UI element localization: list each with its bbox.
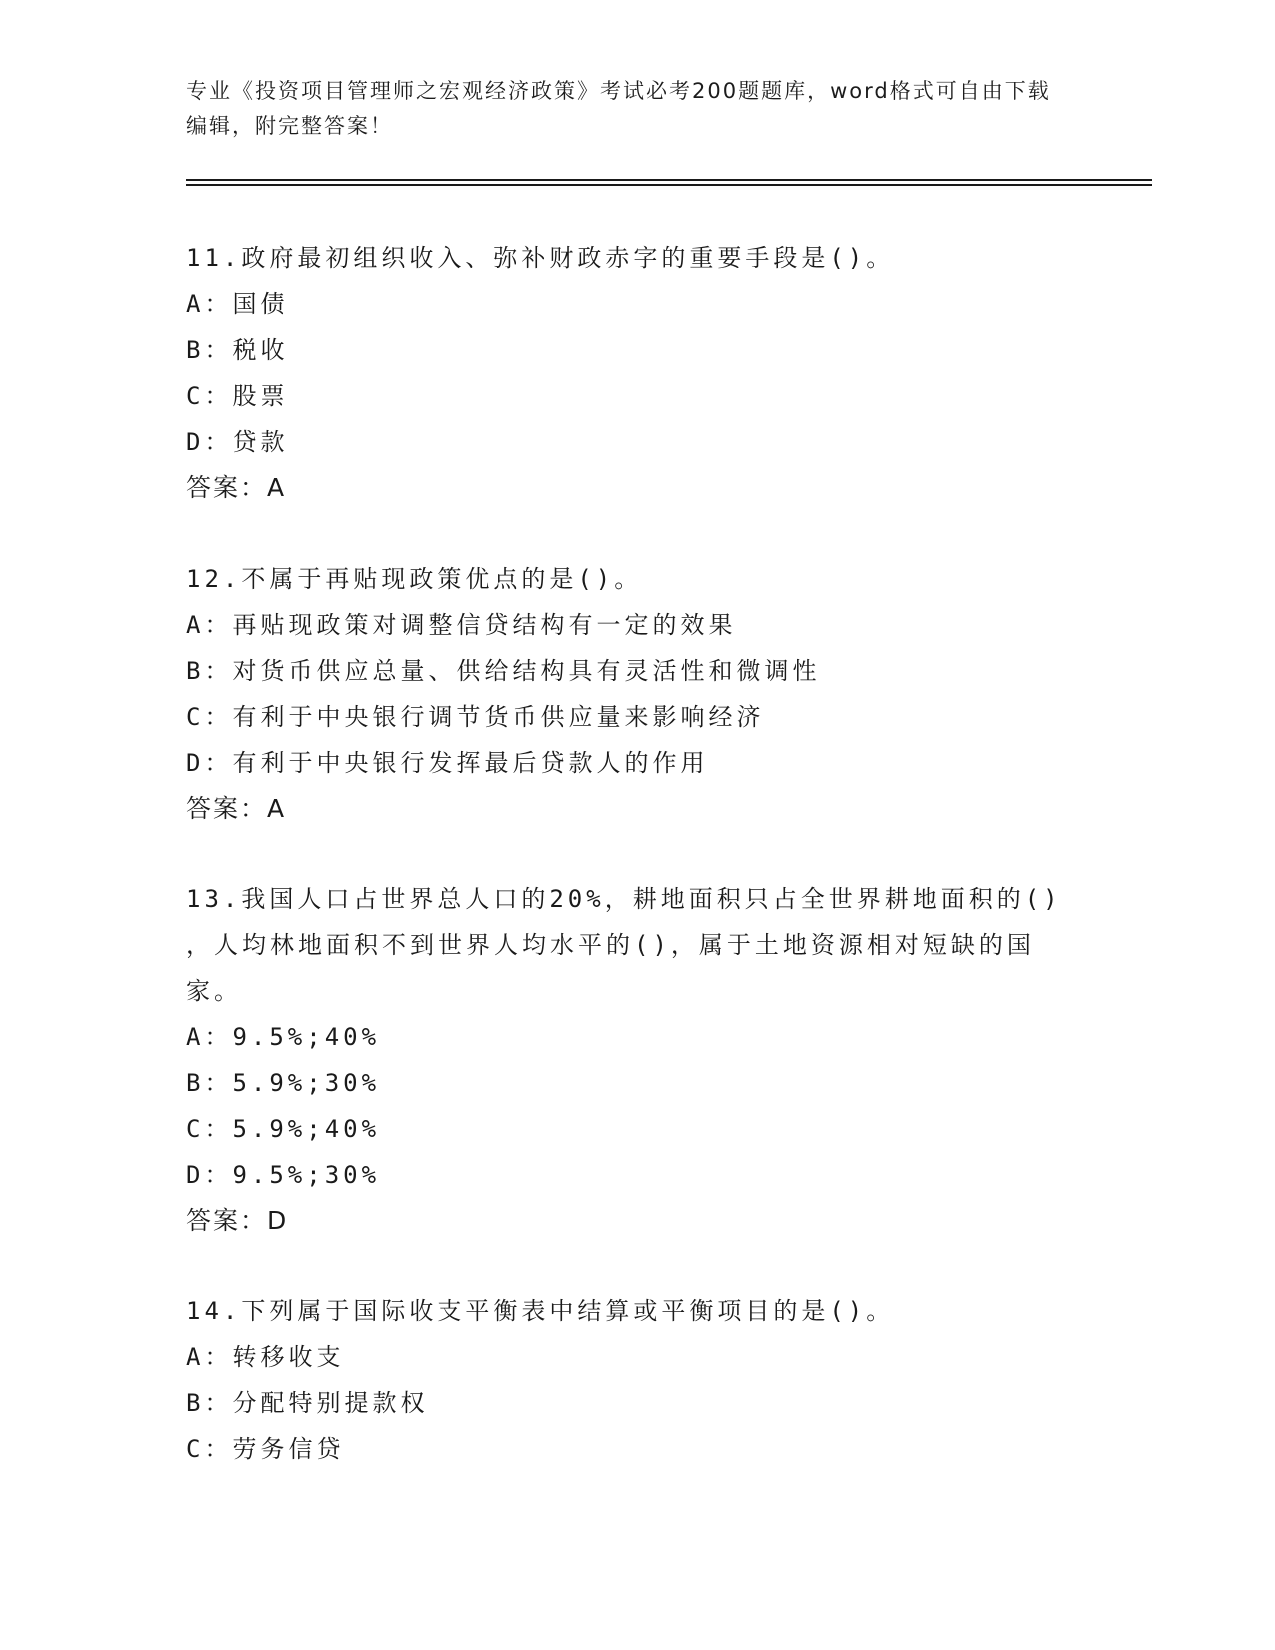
option-c: C：股票 <box>186 382 289 410</box>
option-b: B：税收 <box>186 336 289 364</box>
answer: 答案：A <box>186 794 287 823</box>
header-divider <box>186 179 1152 181</box>
question-stem: 14.下列属于国际收支平衡表中结算或平衡项目的是()。 <box>186 1297 895 1325</box>
option-a: A：9.5%;40% <box>186 1023 381 1051</box>
option-c: C：5.9%;40% <box>186 1115 381 1143</box>
question-block <box>186 1288 1086 1472</box>
question-stem: 家。 <box>186 977 242 1005</box>
question-block <box>186 556 1086 832</box>
option-a: A：国债 <box>186 290 289 318</box>
option-b: B：对货币供应总量、供给结构具有灵活性和微调性 <box>186 657 821 685</box>
header-divider <box>186 184 1152 186</box>
option-b: B：分配特别提款权 <box>186 1389 429 1417</box>
question-block <box>186 876 1086 1244</box>
answer: 答案：A <box>186 473 287 502</box>
option-d: D：9.5%;30% <box>186 1161 381 1189</box>
question-stem: 11.政府最初组织收入、弥补财政赤字的重要手段是()。 <box>186 244 895 272</box>
question-stem: 12.不属于再贴现政策优点的是()。 <box>186 565 643 593</box>
option-d: D：有利于中央银行发挥最后贷款人的作用 <box>186 749 709 777</box>
question-stem: 13.我国人口占世界总人口的20%，耕地面积只占全世界耕地面积的() <box>186 885 1062 913</box>
question-stem: ，人均林地面积不到世界人均水平的()，属于土地资源相对短缺的国 <box>186 931 1035 959</box>
option-a: A：转移收支 <box>186 1343 345 1371</box>
option-a: A：再贴现政策对调整信贷结构有一定的效果 <box>186 611 737 639</box>
question-block <box>186 235 1086 511</box>
document-header: 专业《投资项目管理师之宏观经济政策》考试必考200题题库，word格式可自由下载编辑，附完整答案！ <box>186 79 1051 138</box>
option-d: D：贷款 <box>186 428 289 456</box>
answer: 答案：D <box>186 1206 289 1235</box>
option-c: C：有利于中央银行调节货币供应量来影响经济 <box>186 703 765 731</box>
option-b: B：5.9%;30% <box>186 1069 381 1097</box>
option-c: C：劳务信贷 <box>186 1435 345 1463</box>
